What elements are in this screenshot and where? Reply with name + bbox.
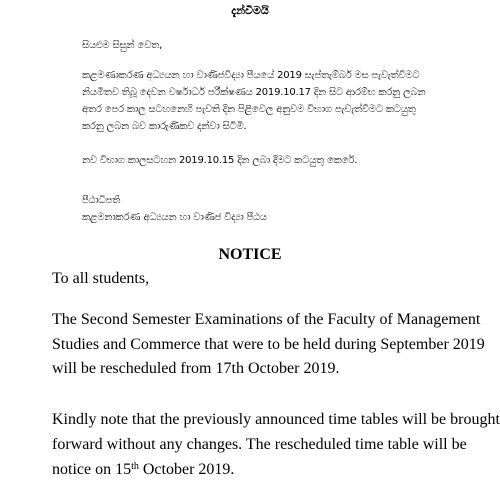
sinhala-salutation: සියළුම සිසුන් වෙත,: [82, 40, 163, 51]
english-para1-line2: Studies and Commerce that were to be held during September 2019: [52, 336, 485, 353]
sinhala-para1-line2: නියමිතව තිබූ දෙවන වර්ෂාර්ධ පරීක්ෂණය 2019.10.17 දින සිට ආරම්භ කරනු ලබන: [82, 87, 426, 98]
notice-title: NOTICE: [218, 246, 282, 263]
english-para1-line1: The Second Semester Examinations of the Faculty of Management: [52, 311, 481, 328]
ordinal-suffix: th: [131, 461, 139, 472]
sinhala-para1-line1: කළමණාකරණ අධ්‍යයන හා වාණිජවිද්‍යා පීයයේ 2019 සැප්තැම්බර් මස පැවැත්වීමට: [82, 70, 420, 81]
english-para2-line3-end: October 2019.: [138, 461, 235, 478]
sinhala-para1-line3: අතර පෙර කාල සටහනෙහි පැවති දින පිළිවෙල අනුවම විභාග පැවැත්වීමට කටයුතු: [82, 104, 416, 115]
sinhala-signature-faculty: කළමනාකරණ අධ්‍යයන හා වාණිජ විද්‍යා පීඨය: [82, 212, 267, 223]
english-para2-line3: [52, 457, 234, 482]
english-para2-line2: forward without any changes. The rescheduled time table will be: [52, 436, 467, 453]
english-para1-line3: will be rescheduled from 17th October 2019.: [52, 360, 340, 377]
sinhala-para2: නව විභාග කාලසටහන 2019.10.15 දින ලබා දීමට කටයුතු කෙරේ.: [82, 155, 358, 166]
sinhala-title: දැන්වීමයි: [231, 4, 269, 17]
english-para2-line1: Kindly note that the previously announced time tables will be brought: [52, 411, 500, 428]
sinhala-signature-title: පීඨාධිපති: [82, 195, 121, 206]
sinhala-para1-line4: කරනු ලබන බව කාරුණිකව දන්වා සිටිමි.: [82, 121, 247, 132]
english-para2-line3-start: notice on 15: [52, 461, 132, 478]
english-salutation: To all students,: [52, 270, 150, 287]
